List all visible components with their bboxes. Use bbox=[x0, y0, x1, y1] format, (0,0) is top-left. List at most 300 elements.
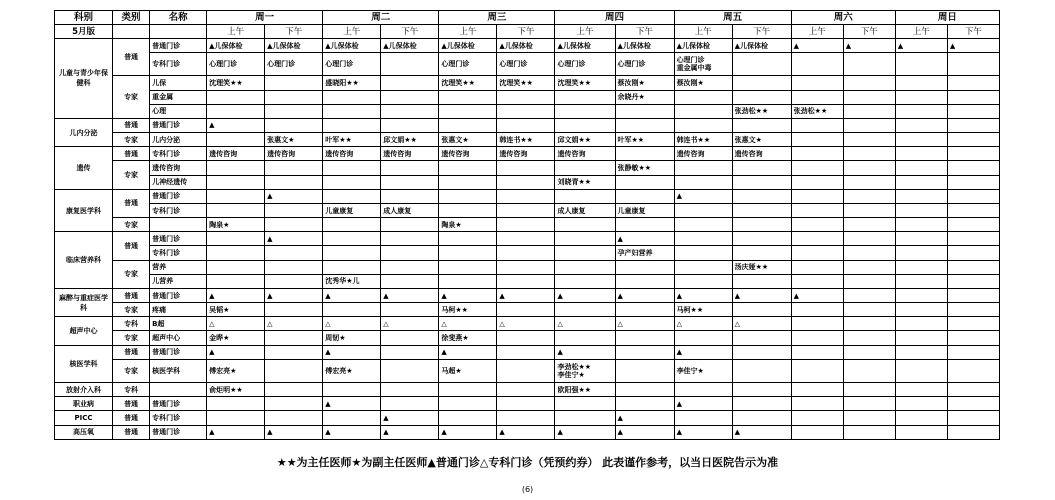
department-name: 放射介入科 bbox=[55, 383, 113, 397]
header-pm: 下午 bbox=[265, 25, 323, 39]
clinic-name-cell: 普通门诊 bbox=[150, 189, 207, 203]
schedule-cell bbox=[674, 161, 732, 175]
schedule-cell bbox=[265, 345, 323, 359]
schedule-cell bbox=[843, 331, 895, 345]
schedule-cell bbox=[323, 104, 381, 118]
header-pm: 下午 bbox=[381, 25, 439, 39]
schedule-cell bbox=[615, 397, 674, 411]
header-am: 上午 bbox=[555, 25, 615, 39]
category-cell: 普通 bbox=[113, 345, 150, 359]
schedule-cell bbox=[381, 345, 439, 359]
schedule-cell bbox=[791, 246, 843, 260]
header-day-mon: 周一 bbox=[207, 11, 323, 25]
schedule-cell: ▲ bbox=[439, 345, 497, 359]
schedule-cell bbox=[732, 232, 791, 246]
schedule-cell bbox=[615, 359, 674, 382]
schedule-cell bbox=[207, 90, 265, 104]
schedule-cell bbox=[791, 345, 843, 359]
schedule-cell bbox=[555, 118, 615, 132]
schedule-cell bbox=[381, 189, 439, 203]
schedule-cell: 心理门诊 bbox=[497, 53, 555, 76]
schedule-cell bbox=[895, 90, 947, 104]
schedule-cell: ▲ bbox=[843, 39, 895, 53]
category-cell: 普通 bbox=[113, 118, 150, 132]
schedule-row bbox=[55, 53, 1000, 76]
schedule-cell bbox=[947, 161, 999, 175]
schedule-cell bbox=[895, 76, 947, 90]
schedule-cell bbox=[947, 118, 999, 132]
header-blank bbox=[150, 25, 207, 39]
schedule-cell: 韩连书★★ bbox=[497, 133, 555, 147]
schedule-cell bbox=[439, 104, 497, 118]
schedule-cell bbox=[615, 331, 674, 345]
clinic-name-cell: 超声中心 bbox=[150, 331, 207, 345]
schedule-cell bbox=[895, 274, 947, 288]
department-name: 遗传 bbox=[55, 147, 113, 190]
schedule-cell bbox=[674, 274, 732, 288]
schedule-cell bbox=[843, 274, 895, 288]
schedule-cell bbox=[497, 345, 555, 359]
schedule-cell: ▲ bbox=[555, 345, 615, 359]
clinic-name-cell bbox=[150, 218, 207, 232]
schedule-cell: 沈理笑★★ bbox=[497, 76, 555, 90]
schedule-cell bbox=[791, 317, 843, 331]
schedule-cell bbox=[323, 218, 381, 232]
clinic-name-cell: 专科门诊 bbox=[150, 203, 207, 217]
header-am: 上午 bbox=[791, 25, 843, 39]
schedule-cell bbox=[555, 274, 615, 288]
schedule-cell bbox=[947, 104, 999, 118]
schedule-cell bbox=[265, 90, 323, 104]
schedule-cell: ▲ bbox=[732, 425, 791, 439]
schedule-cell bbox=[843, 345, 895, 359]
schedule-cell bbox=[895, 175, 947, 189]
clinic-name-cell: 普通门诊 bbox=[150, 345, 207, 359]
schedule-cell bbox=[895, 359, 947, 382]
schedule-cell bbox=[895, 260, 947, 274]
page-number: (6) bbox=[521, 485, 534, 494]
schedule-cell bbox=[843, 303, 895, 317]
schedule-cell bbox=[732, 90, 791, 104]
schedule-cell bbox=[732, 274, 791, 288]
schedule-cell: ▲ bbox=[323, 425, 381, 439]
schedule-cell bbox=[791, 203, 843, 217]
clinic-schedule-table bbox=[54, 10, 1000, 440]
schedule-cell bbox=[265, 331, 323, 345]
schedule-cell bbox=[497, 411, 555, 425]
schedule-cell bbox=[895, 331, 947, 345]
schedule-cell: ▲儿保体检 bbox=[323, 39, 381, 53]
schedule-cell bbox=[439, 274, 497, 288]
schedule-cell bbox=[555, 104, 615, 118]
schedule-cell: 成人康复 bbox=[555, 203, 615, 217]
schedule-cell bbox=[674, 218, 732, 232]
category-cell: 专家 bbox=[113, 303, 150, 317]
department-name: 职业病 bbox=[55, 397, 113, 411]
schedule-cell bbox=[497, 175, 555, 189]
footnote-legend: ★★为主任医师★为副主任医师▲普通门诊△专科门诊（凭预约券） 此表谨作参考，以当日医院告示为准 bbox=[276, 456, 779, 469]
schedule-cell bbox=[791, 397, 843, 411]
schedule-cell: ▲ bbox=[947, 39, 999, 53]
schedule-cell bbox=[791, 425, 843, 439]
schedule-cell bbox=[615, 189, 674, 203]
header-day-fri: 周五 bbox=[674, 11, 791, 25]
schedule-cell: △ bbox=[615, 317, 674, 331]
schedule-cell: 刘晓青★★ bbox=[555, 175, 615, 189]
schedule-cell bbox=[947, 218, 999, 232]
header-am: 上午 bbox=[674, 25, 732, 39]
schedule-cell bbox=[615, 218, 674, 232]
schedule-cell: 张惠文★ bbox=[439, 133, 497, 147]
schedule-cell bbox=[381, 331, 439, 345]
schedule-cell bbox=[207, 203, 265, 217]
schedule-cell: 遗传咨询 bbox=[674, 147, 732, 161]
category-cell: 普通 bbox=[113, 397, 150, 411]
schedule-cell bbox=[615, 118, 674, 132]
schedule-cell bbox=[323, 383, 381, 397]
schedule-cell bbox=[947, 189, 999, 203]
schedule-cell bbox=[674, 383, 732, 397]
schedule-cell bbox=[615, 303, 674, 317]
schedule-row bbox=[55, 411, 1000, 425]
schedule-cell bbox=[895, 147, 947, 161]
schedule-cell bbox=[439, 411, 497, 425]
category-cell: 专科 bbox=[113, 383, 150, 397]
schedule-cell bbox=[732, 303, 791, 317]
schedule-cell bbox=[615, 147, 674, 161]
schedule-cell: ▲ bbox=[439, 425, 497, 439]
schedule-cell bbox=[895, 383, 947, 397]
schedule-cell bbox=[381, 274, 439, 288]
schedule-cell: 余晓丹★ bbox=[615, 90, 674, 104]
schedule-cell bbox=[265, 303, 323, 317]
department-name: 康复医学科 bbox=[55, 189, 113, 232]
schedule-row bbox=[55, 189, 1000, 203]
schedule-cell bbox=[947, 90, 999, 104]
schedule-cell: ▲ bbox=[674, 345, 732, 359]
schedule-cell bbox=[843, 203, 895, 217]
schedule-cell bbox=[791, 218, 843, 232]
category-cell: 普通 bbox=[113, 189, 150, 217]
schedule-cell bbox=[947, 175, 999, 189]
schedule-cell bbox=[732, 383, 791, 397]
schedule-cell bbox=[323, 90, 381, 104]
schedule-cell bbox=[265, 76, 323, 90]
schedule-cell bbox=[791, 76, 843, 90]
schedule-cell: △ bbox=[674, 317, 732, 331]
schedule-cell bbox=[732, 397, 791, 411]
schedule-cell bbox=[615, 104, 674, 118]
schedule-row bbox=[55, 288, 1000, 302]
header-day-wed: 周三 bbox=[439, 11, 555, 25]
schedule-cell bbox=[674, 203, 732, 217]
schedule-cell bbox=[895, 118, 947, 132]
header-version: 5月版 bbox=[55, 25, 113, 39]
schedule-cell bbox=[947, 274, 999, 288]
schedule-cell bbox=[207, 411, 265, 425]
schedule-cell: ▲ bbox=[791, 288, 843, 302]
schedule-cell: 心理门诊 bbox=[555, 53, 615, 76]
schedule-cell bbox=[947, 331, 999, 345]
schedule-cell bbox=[895, 345, 947, 359]
schedule-cell: ▲ bbox=[497, 288, 555, 302]
schedule-cell: 孕产妇营养 bbox=[615, 246, 674, 260]
schedule-cell: ▲ bbox=[381, 411, 439, 425]
schedule-cell bbox=[381, 118, 439, 132]
schedule-row bbox=[55, 260, 1000, 274]
schedule-cell bbox=[497, 161, 555, 175]
schedule-cell bbox=[439, 175, 497, 189]
header-day-sat: 周六 bbox=[791, 11, 895, 25]
schedule-cell bbox=[843, 411, 895, 425]
schedule-cell: 韩连书★★ bbox=[674, 133, 732, 147]
schedule-cell bbox=[439, 118, 497, 132]
schedule-cell bbox=[674, 104, 732, 118]
schedule-cell bbox=[323, 175, 381, 189]
schedule-cell bbox=[207, 246, 265, 260]
schedule-cell bbox=[947, 147, 999, 161]
schedule-cell bbox=[439, 260, 497, 274]
schedule-cell bbox=[843, 118, 895, 132]
schedule-cell bbox=[732, 203, 791, 217]
schedule-cell bbox=[843, 161, 895, 175]
schedule-cell: 徐斐燕★ bbox=[439, 331, 497, 345]
clinic-name-cell: 专科门诊 bbox=[150, 411, 207, 425]
schedule-cell bbox=[791, 90, 843, 104]
schedule-row bbox=[55, 246, 1000, 260]
schedule-cell bbox=[323, 118, 381, 132]
clinic-name-cell: 儿营养 bbox=[150, 274, 207, 288]
schedule-cell bbox=[947, 76, 999, 90]
schedule-row bbox=[55, 147, 1000, 161]
schedule-cell bbox=[497, 203, 555, 217]
schedule-cell: 儿童康复 bbox=[615, 203, 674, 217]
schedule-cell bbox=[497, 246, 555, 260]
schedule-cell bbox=[791, 274, 843, 288]
schedule-row bbox=[55, 118, 1000, 132]
schedule-cell: 蔡汝刚★ bbox=[615, 76, 674, 90]
schedule-cell bbox=[381, 303, 439, 317]
schedule-cell bbox=[439, 383, 497, 397]
schedule-cell bbox=[895, 425, 947, 439]
schedule-cell bbox=[674, 118, 732, 132]
schedule-row bbox=[55, 232, 1000, 246]
schedule-cell bbox=[265, 218, 323, 232]
schedule-cell: ▲ bbox=[615, 288, 674, 302]
schedule-cell: 遗传咨询 bbox=[555, 147, 615, 161]
schedule-cell bbox=[555, 411, 615, 425]
schedule-cell bbox=[947, 383, 999, 397]
schedule-cell: ▲ bbox=[674, 288, 732, 302]
schedule-cell bbox=[497, 104, 555, 118]
schedule-cell bbox=[947, 288, 999, 302]
schedule-cell bbox=[843, 76, 895, 90]
clinic-name-cell: 营养 bbox=[150, 260, 207, 274]
schedule-cell bbox=[843, 189, 895, 203]
clinic-name-cell: 普通门诊 bbox=[150, 232, 207, 246]
category-cell: 专家 bbox=[113, 218, 150, 232]
schedule-cell: ▲ bbox=[207, 118, 265, 132]
schedule-cell: 沈理笑★★ bbox=[555, 76, 615, 90]
schedule-cell bbox=[791, 53, 843, 76]
category-cell: 专家 bbox=[113, 359, 150, 382]
schedule-cell bbox=[791, 161, 843, 175]
schedule-cell: ▲ bbox=[323, 397, 381, 411]
schedule-cell bbox=[895, 104, 947, 118]
schedule-cell bbox=[791, 303, 843, 317]
department-name: 超声中心 bbox=[55, 317, 113, 345]
schedule-cell bbox=[323, 189, 381, 203]
header-day-sun: 周日 bbox=[895, 11, 999, 25]
schedule-cell bbox=[947, 246, 999, 260]
schedule-cell bbox=[674, 246, 732, 260]
department-name: 儿内分泌 bbox=[55, 118, 113, 146]
schedule-cell bbox=[265, 397, 323, 411]
schedule-cell: 叶军★★ bbox=[323, 133, 381, 147]
clinic-name-cell: 普通门诊 bbox=[150, 118, 207, 132]
schedule-cell: ▲ bbox=[615, 232, 674, 246]
schedule-cell bbox=[895, 53, 947, 76]
schedule-cell bbox=[381, 359, 439, 382]
schedule-cell: 李劲松★★ 李佳宁★ bbox=[555, 359, 615, 382]
schedule-cell: 俞炬明★★ bbox=[207, 383, 265, 397]
clinic-name-cell: 普通门诊 bbox=[150, 288, 207, 302]
schedule-cell bbox=[555, 397, 615, 411]
header-pm: 下午 bbox=[615, 25, 674, 39]
department-name: 高压氧 bbox=[55, 425, 113, 439]
schedule-cell: 遗传咨询 bbox=[732, 147, 791, 161]
schedule-cell bbox=[843, 104, 895, 118]
schedule-cell bbox=[947, 53, 999, 76]
schedule-cell: ▲儿保体检 bbox=[497, 39, 555, 53]
clinic-name-cell: 儿保 bbox=[150, 76, 207, 90]
schedule-cell: △ bbox=[497, 317, 555, 331]
schedule-row bbox=[55, 161, 1000, 175]
schedule-cell bbox=[843, 90, 895, 104]
schedule-cell bbox=[265, 260, 323, 274]
schedule-cell: ▲儿保体检 bbox=[732, 39, 791, 53]
schedule-cell bbox=[732, 246, 791, 260]
schedule-cell bbox=[323, 161, 381, 175]
category-cell: 专家 bbox=[113, 76, 150, 119]
schedule-cell: 心理门诊 重金属中毒 bbox=[674, 53, 732, 76]
schedule-cell: ▲儿保体检 bbox=[207, 39, 265, 53]
schedule-cell: 傅宏亮★ bbox=[323, 359, 381, 382]
schedule-cell bbox=[732, 161, 791, 175]
schedule-row bbox=[55, 90, 1000, 104]
schedule-cell bbox=[555, 331, 615, 345]
schedule-cell: 陶泉★ bbox=[439, 218, 497, 232]
department-name: 临床营养科 bbox=[55, 232, 113, 289]
schedule-cell: 张惠文★ bbox=[732, 133, 791, 147]
schedule-cell: 遗传咨询 bbox=[207, 147, 265, 161]
schedule-cell bbox=[732, 53, 791, 76]
schedule-cell: ▲ bbox=[615, 411, 674, 425]
schedule-cell bbox=[439, 161, 497, 175]
header-name: 名称 bbox=[150, 11, 207, 25]
schedule-cell bbox=[674, 175, 732, 189]
schedule-cell bbox=[497, 383, 555, 397]
schedule-cell bbox=[381, 383, 439, 397]
schedule-cell bbox=[207, 397, 265, 411]
schedule-cell bbox=[732, 331, 791, 345]
header-am: 上午 bbox=[895, 25, 947, 39]
category-cell: 普通 bbox=[113, 425, 150, 439]
schedule-cell bbox=[732, 359, 791, 382]
schedule-cell: 马超★ bbox=[439, 359, 497, 382]
schedule-cell bbox=[323, 232, 381, 246]
clinic-name-cell: 疼痛 bbox=[150, 303, 207, 317]
clinic-name-cell: 儿内分泌 bbox=[150, 133, 207, 147]
schedule-cell bbox=[895, 288, 947, 302]
clinic-name-cell: 遗传咨询 bbox=[150, 161, 207, 175]
schedule-cell bbox=[439, 203, 497, 217]
category-cell: 专家 bbox=[113, 331, 150, 345]
schedule-cell bbox=[323, 260, 381, 274]
schedule-cell bbox=[497, 359, 555, 382]
schedule-cell: 心理门诊 bbox=[323, 53, 381, 76]
schedule-cell: ▲ bbox=[674, 189, 732, 203]
schedule-cell bbox=[947, 133, 999, 147]
schedule-cell bbox=[895, 397, 947, 411]
header-pm: 下午 bbox=[497, 25, 555, 39]
schedule-cell: 叶军★★ bbox=[615, 133, 674, 147]
schedule-cell: 遗传咨询 bbox=[265, 147, 323, 161]
schedule-cell: ▲ bbox=[615, 425, 674, 439]
clinic-name-cell: 专科门诊 bbox=[150, 147, 207, 161]
schedule-cell bbox=[497, 118, 555, 132]
category-cell: 专科 bbox=[113, 317, 150, 331]
category-cell: 专家 bbox=[113, 161, 150, 189]
schedule-cell bbox=[674, 260, 732, 274]
schedule-cell bbox=[895, 133, 947, 147]
schedule-cell bbox=[497, 218, 555, 232]
schedule-cell bbox=[615, 260, 674, 274]
schedule-cell bbox=[555, 232, 615, 246]
clinic-name-cell: 儿神经遗传 bbox=[150, 175, 207, 189]
header-row-days bbox=[55, 11, 1000, 25]
schedule-cell: ▲ bbox=[265, 232, 323, 246]
schedule-cell bbox=[947, 345, 999, 359]
category-cell: 专家 bbox=[113, 133, 150, 147]
schedule-cell bbox=[207, 175, 265, 189]
schedule-cell bbox=[895, 246, 947, 260]
schedule-cell: 马柯★★ bbox=[674, 303, 732, 317]
schedule-cell bbox=[497, 232, 555, 246]
schedule-row bbox=[55, 359, 1000, 382]
schedule-cell: ▲儿保体检 bbox=[555, 39, 615, 53]
clinic-name-cell bbox=[150, 383, 207, 397]
header-am: 上午 bbox=[439, 25, 497, 39]
schedule-cell: 遗传咨询 bbox=[381, 147, 439, 161]
schedule-cell: 李佳宁★ bbox=[674, 359, 732, 382]
schedule-cell bbox=[323, 246, 381, 260]
header-pm: 下午 bbox=[732, 25, 791, 39]
schedule-row bbox=[55, 203, 1000, 217]
category-cell: 普通 bbox=[113, 411, 150, 425]
schedule-row bbox=[55, 425, 1000, 439]
schedule-cell bbox=[947, 359, 999, 382]
schedule-cell bbox=[732, 218, 791, 232]
schedule-cell bbox=[265, 175, 323, 189]
schedule-cell bbox=[674, 331, 732, 345]
schedule-cell: 遗传咨询 bbox=[439, 147, 497, 161]
schedule-cell: ▲ bbox=[439, 288, 497, 302]
header-am: 上午 bbox=[207, 25, 265, 39]
schedule-cell bbox=[615, 274, 674, 288]
schedule-cell: ▲儿保体检 bbox=[265, 39, 323, 53]
schedule-row bbox=[55, 317, 1000, 331]
